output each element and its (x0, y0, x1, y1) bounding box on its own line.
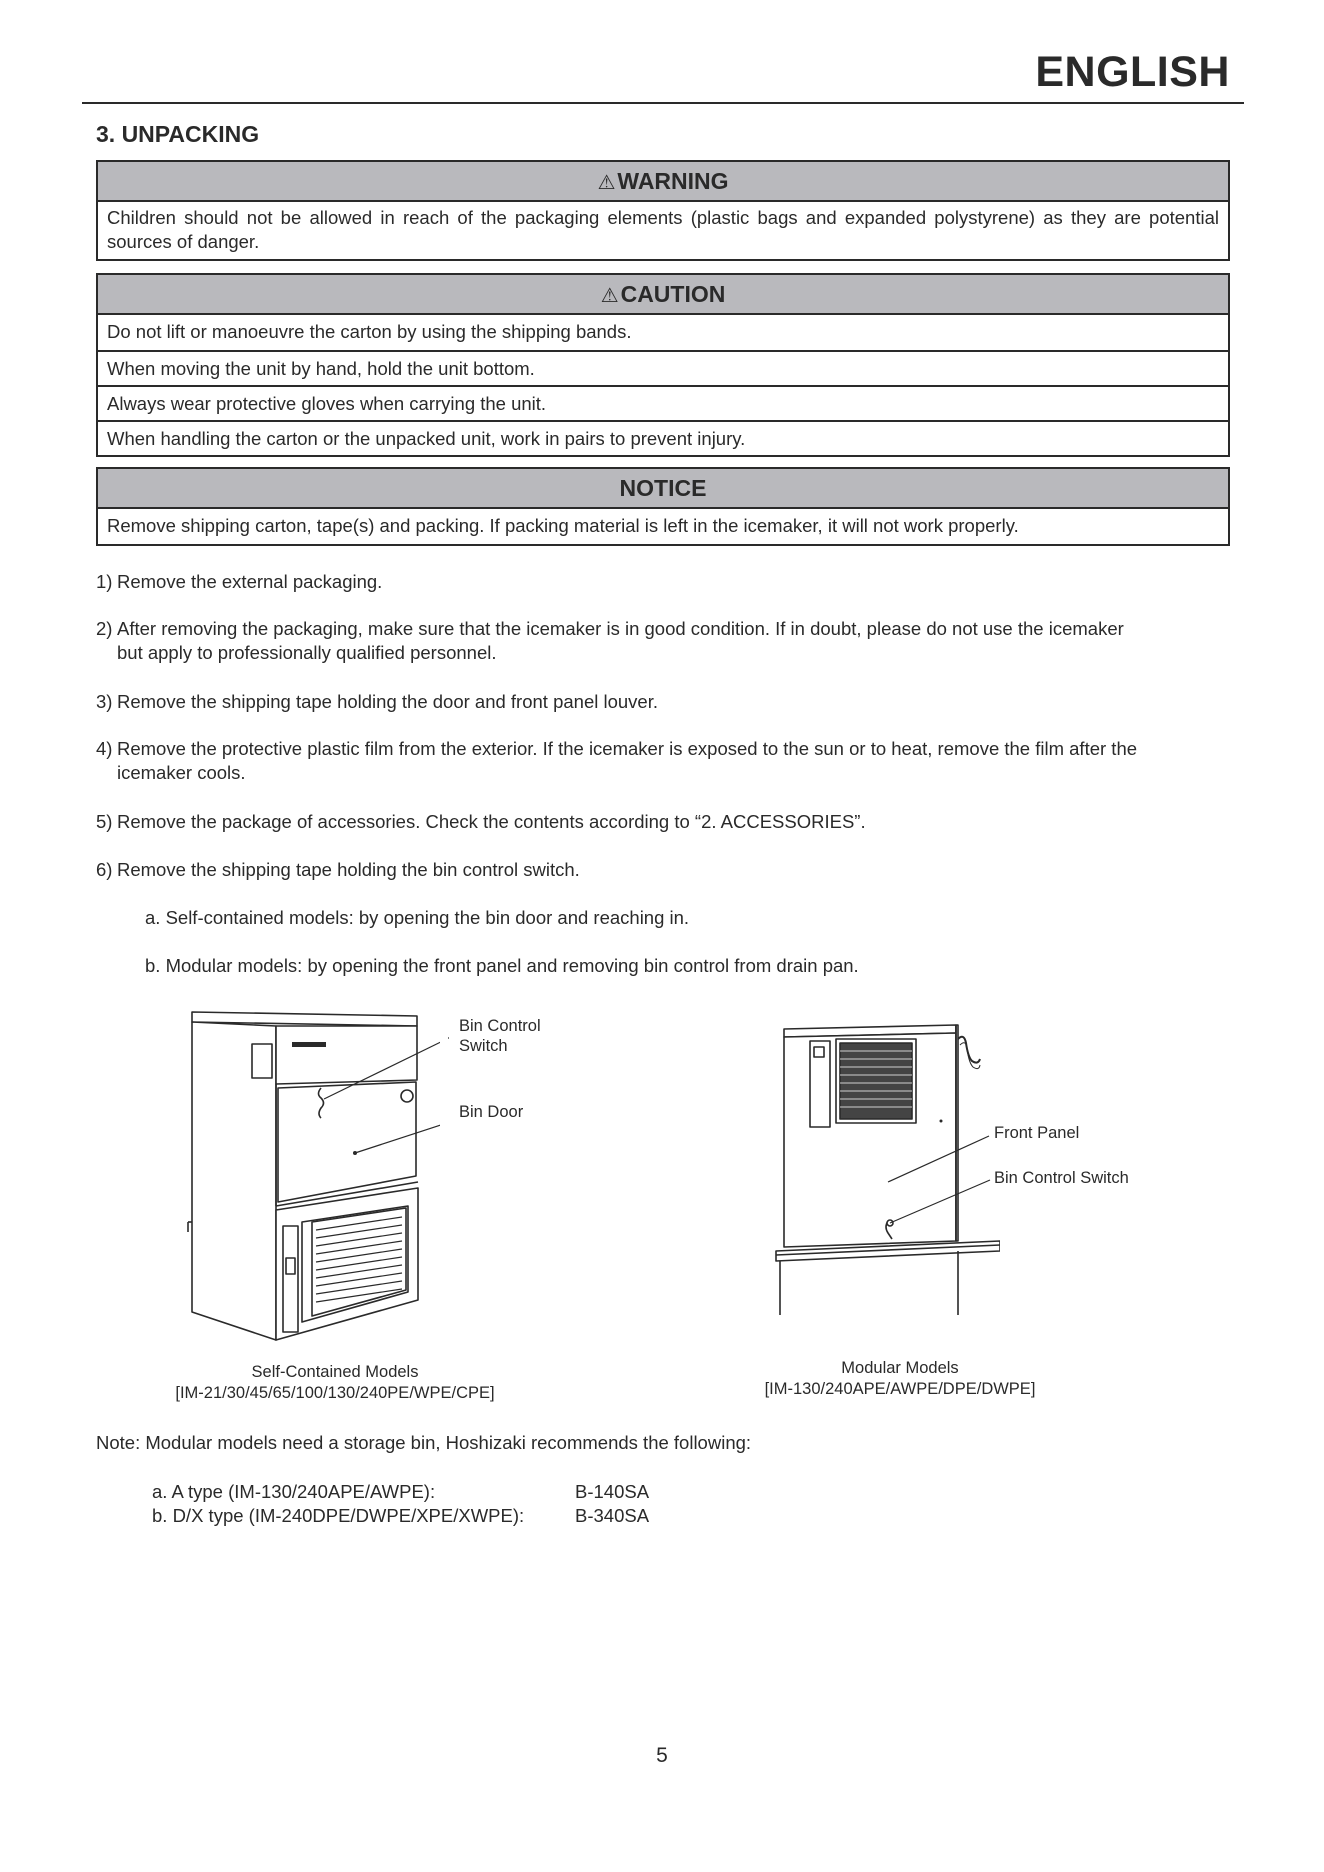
header-rule (82, 102, 1244, 104)
caution-triangle-icon: ⚠ (600, 285, 619, 307)
recommendation-type: a. A type (IM-130/240APE/AWPE): (152, 1481, 436, 1502)
callout-bin-door: Bin Door (459, 1103, 524, 1121)
callout-front-panel: Front Panel (994, 1124, 1080, 1142)
recommendation-type: b. D/X type (IM-240DPE/DWPE/XPE/XWPE): (152, 1505, 525, 1526)
caption-model-list: [IM-21/30/45/65/100/130/240PE/WPE/CPE] (175, 1384, 495, 1402)
recommendation-bin: B-140SA (575, 1481, 650, 1502)
notice-title: NOTICE (619, 475, 707, 501)
notice-box (96, 467, 1230, 546)
step-text-continued: but apply to professionally qualified personnel. (117, 642, 497, 663)
step-text: Remove the protective plastic film from the exterior. If the icemaker is exposed to the sun or to heat, remove the film after the (117, 738, 1138, 759)
self-contained-callout-lines (320, 1030, 460, 1140)
warning-text: Children should not be allowed in reach of the packaging elements (plastic bags and expanded polystyrene) as they are potential sources of danger. (107, 207, 1219, 252)
modular-icemaker-illustration (770, 1015, 1000, 1320)
caption-text: Self-Contained Models (251, 1363, 419, 1381)
step-number: 6) (96, 859, 113, 880)
callout-text: Bin Control (459, 1017, 541, 1035)
caution-item: When handling the carton or the unpacked unit, work in pairs to prevent injury. (98, 420, 1228, 455)
modular-caption (700, 1358, 1100, 1400)
notice-header (98, 469, 1228, 509)
step-2 (96, 617, 1232, 665)
warning-title: WARNING (617, 168, 729, 194)
page-number: 5 (656, 1744, 668, 1767)
step-text: After removing the packaging, make sure that the icemaker is in good condition. If in doubt, please do not use the icemaker (117, 618, 1124, 639)
step-number: 1) (96, 571, 113, 592)
section-title: 3. UNPACKING (96, 121, 260, 147)
self-contained-caption (130, 1362, 540, 1404)
step-text: Remove the external packaging. (117, 571, 383, 592)
callout-text: Switch (459, 1037, 508, 1055)
callout-bin-control-switch-modular: Bin Control Switch (994, 1169, 1129, 1187)
step-6 (96, 858, 1232, 882)
caution-item: Do not lift or manoeuvre the carton by using the shipping bands. (107, 321, 632, 342)
step-1 (96, 570, 1232, 594)
caption-model-list: [IM-130/240APE/AWPE/DPE/DWPE] (764, 1380, 1036, 1398)
callout-bin-control-switch (459, 1016, 541, 1056)
step-5 (96, 810, 1232, 834)
warning-header (98, 162, 1228, 202)
substep-b: b. Modular models: by opening the front panel and removing bin control from drain pan. (145, 955, 859, 976)
note-text: Note: Modular models need a storage bin, Hoshizaki recommends the following: (96, 1432, 752, 1453)
warning-box (96, 160, 1230, 261)
step-number: 5) (96, 811, 113, 832)
caption-text: Modular Models (841, 1359, 959, 1377)
caution-item: Always wear protective gloves when carrying the unit. (98, 385, 1228, 420)
recommendation-bin: B-340SA (575, 1505, 650, 1526)
caution-title: CAUTION (620, 281, 726, 307)
notice-text: Remove shipping carton, tape(s) and packing. If packing material is left in the icemaker, it will not work properly. (107, 515, 1019, 536)
step-3 (96, 690, 1232, 714)
step-number: 2) (96, 618, 113, 639)
caution-box (96, 273, 1230, 457)
step-text: Remove the package of accessories. Check the contents according to “2. ACCESSORIES”. (117, 811, 866, 832)
caution-header (98, 275, 1228, 315)
step-text-continued: icemaker cools. (117, 762, 246, 783)
substep-a: a. Self-contained models: by opening the bin door and reaching in. (145, 907, 690, 928)
step-number: 4) (96, 738, 113, 759)
step-text: Remove the shipping tape holding the bin control switch. (117, 859, 580, 880)
caution-item: When moving the unit by hand, hold the unit bottom. (98, 350, 1228, 385)
step-text: Remove the shipping tape holding the door and front panel louver. (117, 691, 658, 712)
step-number: 3) (96, 691, 113, 712)
language-heading: ENGLISH (1035, 48, 1230, 96)
warning-triangle-icon: ⚠ (597, 172, 616, 194)
step-4 (96, 737, 1232, 785)
